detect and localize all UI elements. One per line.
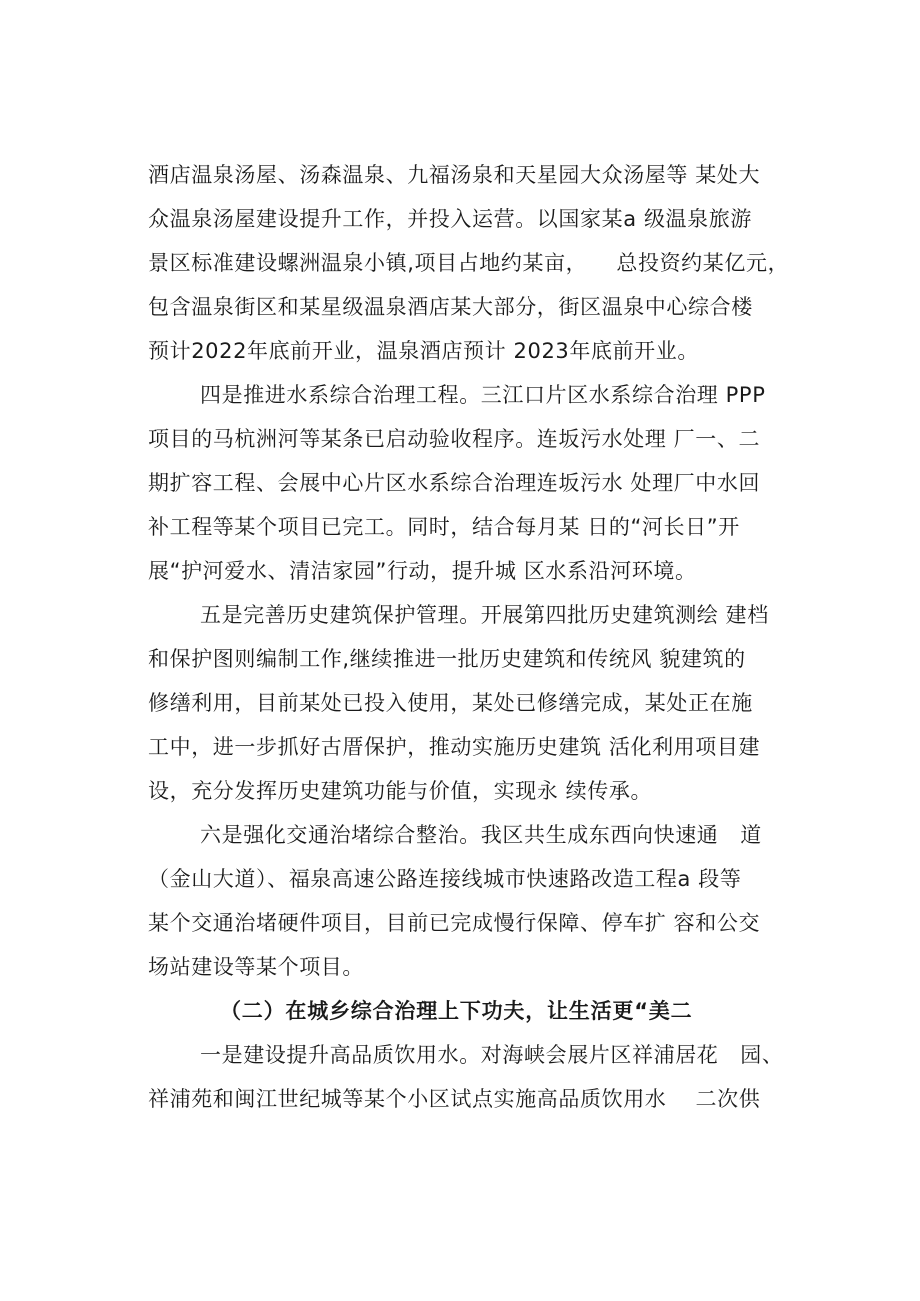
body-text-line: 修缮利用，目前某处已投入使用，某处已修缮完成，某处正在施 bbox=[148, 691, 753, 715]
body-text-line: 和保护图则编制工作,继续推进一批历史建筑和传统风 貌建筑的 bbox=[148, 647, 746, 671]
body-text-line: 酒店温泉汤屋、汤森温泉、九福汤泉和天星园大众汤屋等 某处大 bbox=[148, 163, 761, 187]
paragraph-start-line: 五是完善历史建筑保护管理。开展第四批历史建筑测绘 建档 bbox=[200, 603, 769, 627]
body-text-line: 场站建设等某个项目。 bbox=[148, 955, 364, 979]
body-text-line: （金山大道）、福泉高速公路连接线城市快速路改造工程a 段等 bbox=[148, 867, 742, 891]
body-text-line: 设，充分发挥历史建筑功能与价值，实现永 续传承。 bbox=[148, 779, 653, 803]
body-text-line: 工中，进一步抓好古厝保护，推动实施历史建筑 活化利用项目建 bbox=[148, 735, 761, 759]
body-text-line: 祥浦苑和闽江世纪城等某个小区试点实施高品质饮用水 二次供 bbox=[148, 1087, 761, 1111]
body-text-line: 项目的马杭洲河等某条已启动验收程序。连坂污水处理 厂一、二 bbox=[148, 427, 761, 451]
body-text-line: 包含温泉街区和某星级温泉酒店某大部分，街区温泉中心综合楼 bbox=[148, 295, 753, 319]
body-text-line: 预计2022年底前开业，温泉酒店预计 2023年底前开业。 bbox=[148, 339, 699, 363]
body-text-line: 某个交通治堵硬件项目，目前已完成慢行保障、停车扩 容和公交 bbox=[148, 911, 761, 935]
paragraph-start-line: 六是强化交通治堵综合整治。我区共生成东西向快速通 道 bbox=[200, 823, 762, 847]
section-heading: （二）在城乡综合治理上下功夫，让生活更“美二 bbox=[220, 999, 693, 1023]
body-text-line: 众温泉汤屋建设提升工作，并投入运营。以国家某a 级温泉旅游 bbox=[148, 207, 752, 231]
body-text-line: 景区标准建设螺洲温泉小镇,项目占地约某亩， 总投资约某亿元， bbox=[148, 251, 790, 275]
paragraph-start-line: 一是建设提升高品质饮用水。对海峡会展片区祥浦居花 园、 bbox=[200, 1043, 784, 1067]
body-text-line: 展“护河爱水、清洁家园”行动，提升城 区水系沿河环境。 bbox=[148, 559, 697, 583]
body-text-line: 期扩容工程、会展中心片区水系综合治理连坂污水 处理厂中水回 bbox=[148, 471, 761, 495]
body-text-line: 补工程等某个项目已完工。同时，结合每月某 日的“河长日”开 bbox=[148, 515, 740, 539]
paragraph-start-line: 四是推进水系综合治理工程。三江口片区水系综合治理 PPP bbox=[200, 383, 766, 407]
